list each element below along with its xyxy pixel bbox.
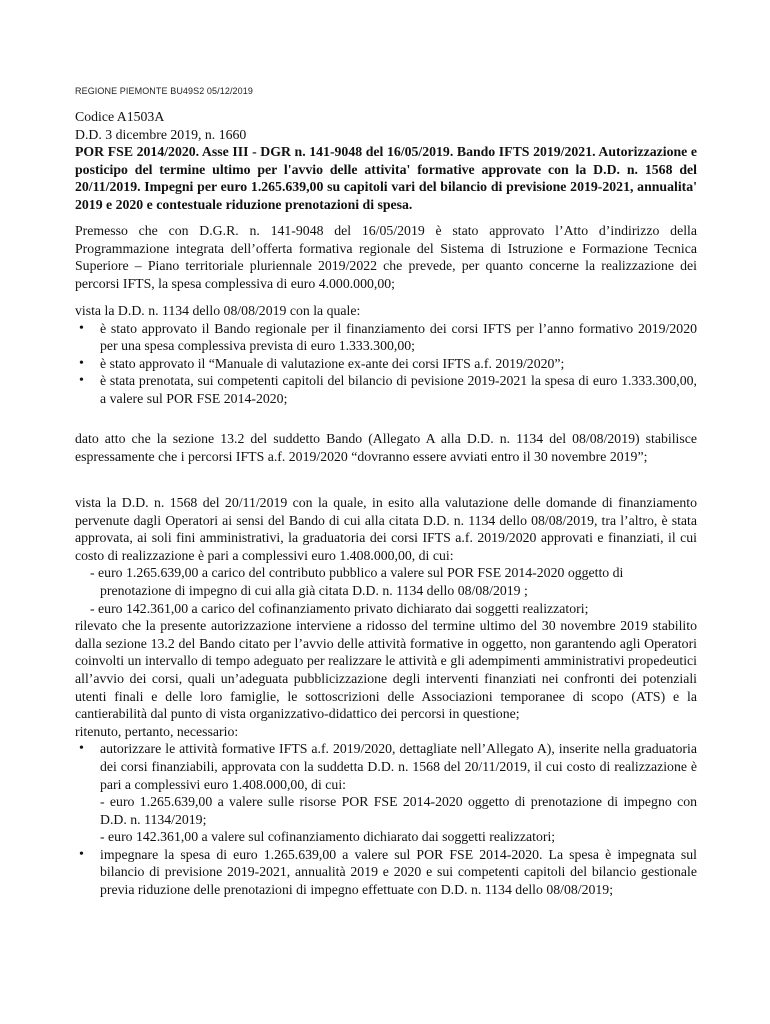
office-code: Codice A1503A xyxy=(75,109,165,124)
ritenuto-list xyxy=(75,740,697,898)
determination-ref: D.D. 3 dicembre 2019, n. 1660 xyxy=(75,126,247,142)
dash-line-continued: prenotazione di impegno di cui alla già citata D.D. n. 1134 dello 08/08/2019 ; xyxy=(100,582,528,598)
vista-1568-section xyxy=(75,494,697,899)
list-item: • è stato approvato il Bando regionale per il finanziamento dei corsi IFTS per l’anno formativo 2019/2020 per una spesa complessiva prevista di euro 1.333.300,00; xyxy=(75,320,697,355)
list-item-sub: - euro 142.361,00 a valere sul cofinanziamento dichiarato dai soggetti realizzatori; xyxy=(100,829,556,845)
rilevato-text: rilevato che la presente autorizzazione interviene a ridosso del termine ultimo del 30 novembre 2019 stabilito dalla sezione 13.2 del Bando citato per l’avvio delle attività formative in oggetto, non garantendo agli Operatori coinvolti un intervallo di tempo adeguato per realizzare le attività e gli adempimenti amministrativi propedeutici all’avvio dei corsi, quali un’adeguata pubblicizzazione degli interventi finanziati nei confronti dei potenziali utenti finali e delle loro famiglie, le sottoscrizioni delle Associazioni temporanee di scopo (ATS) e la cantierabilità dal punto di vista organizzativo-didattico dei percorsi in questione; xyxy=(75,618,697,722)
vista-1568-dash-2 xyxy=(75,600,697,618)
vista-1134-list xyxy=(75,320,697,408)
vista-1134-intro: vista la D.D. n. 1134 dello 08/08/2019 con la quale: xyxy=(75,303,361,318)
document-title: POR FSE 2014/2020. Asse III - DGR n. 141-9048 del 16/05/2019. Bando IFTS 2019/2021. Autorizzazione e posticipo del termine ultimo per l'avvio delle attivita' formative approvate con la D.D. n. 1568 del 20/11/2019. Impegni per euro 1.265.639,00 su capitoli vari del bilancio di previsione 2019-2021, annualita' 2019 e 2020 e contestuale riduzione prenotazioni di spesa. xyxy=(75,144,697,212)
list-item: • impegnare la spesa di euro 1.265.639,00 a valere sul POR FSE 2014-2020. La spesa è impegnata sul bilancio di previsione 2019-2021, annualità 2019 e 2020 e sui competenti capitoli del bilancio gestionale previa riduzione delle prenotazioni di impegno effettuate con D.D. n. 1134 dello 08/08/2019; xyxy=(75,846,697,899)
list-item: • è stata prenotata, sui competenti capitoli del bilancio di pevisione 2019-2021 la spesa di euro 1.333.300,00, a valere sul POR FSE 2014-2020; xyxy=(75,372,697,407)
list-item xyxy=(75,740,697,846)
list-item-sub: - euro 1.265.639,00 a valere sulle risorse POR FSE 2014-2020 oggetto di prenotazione di impegno con D.D. n. 1134/2019; xyxy=(100,794,697,827)
vista-1568-text: vista la D.D. n. 1568 del 20/11/2019 con la quale, in esito alla valutazione delle domande di finanziamento pervenute dagli Operatori ai sensi del Bando di cui alla citata D.D. n. 1134 dello 08/08/2019, tra l’altro, è stata approvata, ai soli fini amministrativi, la graduatoria dei corsi IFTS a.f. 2019/2020 approvati e finanziati, il cui costo di realizzazione è pari a complessivi euro 1.408.000,00, di cui: xyxy=(75,495,697,563)
vista-1134-section xyxy=(75,302,697,408)
dash-line: - euro 1.265.639,00 a carico del contributo pubblico a valere sul POR FSE 2014-2020 oggetto di xyxy=(90,565,624,581)
page-header: REGIONE PIEMONTE BU49S2 05/12/2019 xyxy=(75,86,253,96)
list-item-text: • autorizzare le attività formative IFTS a.f. 2019/2020, dettagliate nell’Allegato A), inserite nella graduatoria dei corsi finanziabili, approvata con la suddetta D.D. n. 1568 del 20/11/2019, il cui costo di realizzazione è pari a complessivi euro 1.408.000,00, di cui: xyxy=(100,741,697,792)
premesso-text: Premesso che con D.G.R. n. 141-9048 del 16/05/2019 è stato approvato l’Atto d’indirizzo della Programmazione integrata dell’offerta formativa regionale del Sistema di Istruzione e Formazione Tecnica Superiore – Piano territoriale pluriennale 2019/2022 che prevede, per quanto concerne la realizzazione dei percorsi IFTS, la spesa complessiva di euro 4.000.000,00; xyxy=(75,223,697,291)
document-meta xyxy=(75,108,697,214)
dash-line: - euro 142.361,00 a carico del cofinanziamento privato dichiarato dai soggetti realizzatori; xyxy=(90,600,589,616)
premesso-paragraph xyxy=(75,222,697,292)
dato-atto-text: dato atto che la sezione 13.2 del suddetto Bando (Allegato A alla D.D. n. 1134 del 08/08/2019) stabilisce espressamente che i percorsi IFTS a.f. 2019/2020 “dovranno essere avviati entro il 30 novembre 2019”; xyxy=(75,431,697,464)
vista-1568-dash-1 xyxy=(75,564,697,599)
dato-atto-paragraph xyxy=(75,430,697,465)
list-item: • è stato approvato il “Manuale di valutazione ex-ante dei corsi IFTS a.f. 2019/2020”; xyxy=(75,355,697,373)
ritenuto-intro: ritenuto, pertanto, necessario: xyxy=(75,723,239,739)
